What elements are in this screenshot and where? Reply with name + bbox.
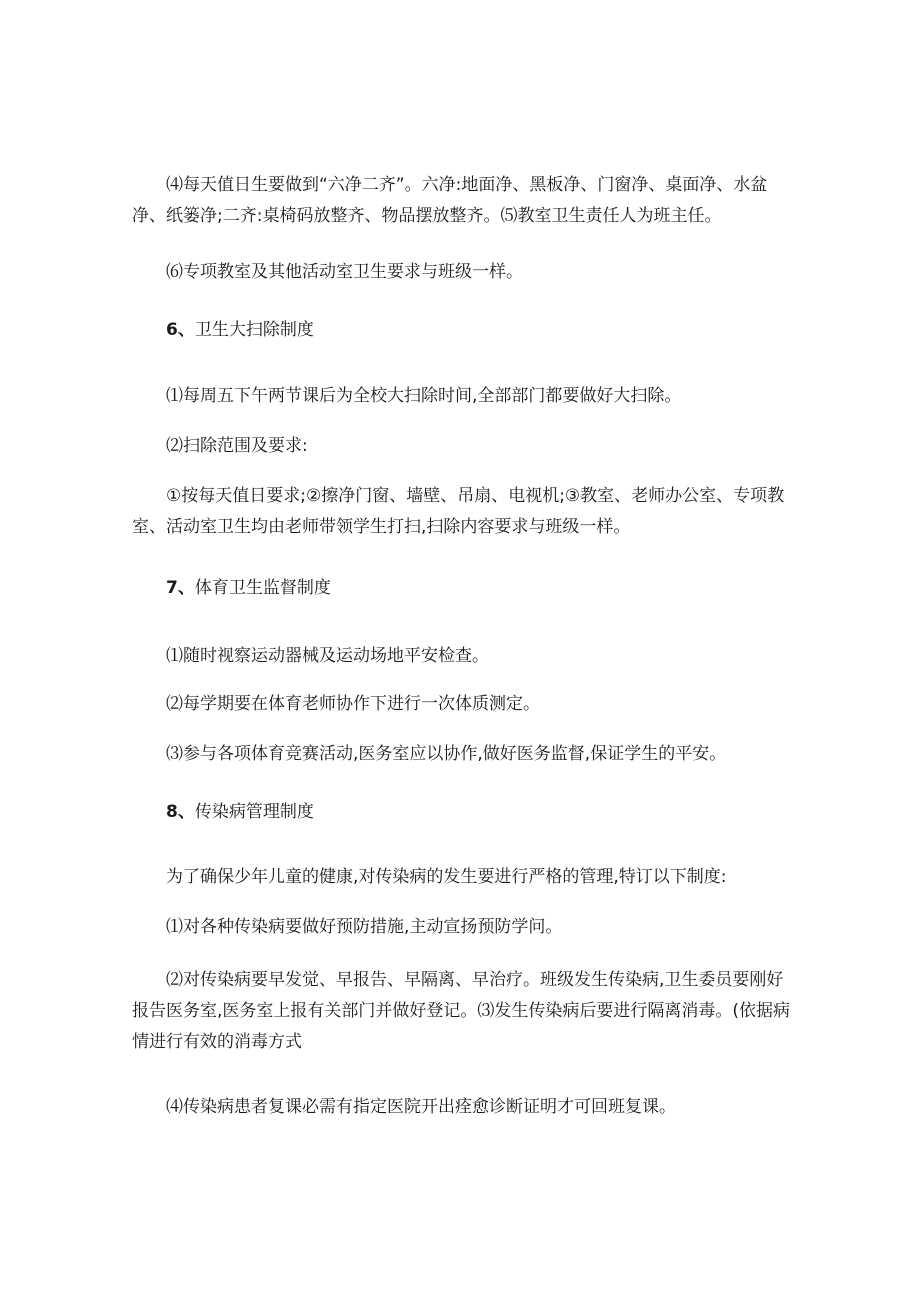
paragraph-daily-duty: ⑷每天值日生要做到“六净二齐”。六净:地面净、黑板净、门窗净、桌面净、水盆净、纸篓净;二齐:桌椅码放整齐、物品摆放整齐。⑸教室卫生责任人为班主任。 bbox=[132, 175, 768, 226]
paragraph-prevention: ⑴对各种传染病要做好预防措施,主动宣扬预防学问。 bbox=[166, 917, 563, 937]
paragraph-weekly-cleaning: ⑴每周五下午两节课后为全校大扫除时间,全部部门都要做好大扫除。 bbox=[166, 386, 682, 406]
section-number-7: 7、 bbox=[166, 578, 195, 598]
paragraph-equipment-check: ⑴随时视察运动器械及运动场地平安检查。 bbox=[166, 646, 489, 666]
section-title-8: 传染病管理制度 bbox=[194, 802, 314, 822]
section-title-6: 卫生大扫除制度 bbox=[194, 320, 314, 340]
section-number-6: 6、 bbox=[166, 320, 195, 340]
section-heading-6 bbox=[132, 315, 792, 346]
paragraph-physical-test: ⑵每学期要在体育老师协作下进行一次体质测定。 bbox=[166, 694, 540, 714]
paragraph-sports-supervision: ⑶参与各项体育竞赛活动,医务室应以协作,做好医务监督,保证学生的平安。 bbox=[166, 744, 727, 764]
section-title-7: 体育卫生监督制度 bbox=[194, 578, 331, 598]
paragraph-disease-intro: 为了确保少年儿童的健康,对传染病的发生要进行严格的管理,特订以下制度: bbox=[166, 867, 727, 887]
paragraph-cleaning-scope: ⑵扫除范围及要求: bbox=[166, 436, 308, 456]
section-heading-8 bbox=[132, 797, 792, 828]
section-heading-7 bbox=[132, 573, 792, 604]
paragraph-early-report: ⑵对传染病要早发觉、早报告、早隔离、早治疗。班级发生传染病,卫生委员要刚好报告医务室,医务室上报有关部门并做好登记。⑶发生传染病后要进行隔离消毒。(依据病情进行有效的消毒方式 bbox=[132, 970, 791, 1052]
paragraph-cleaning-requirements: ①按每天值日要求;②擦净门窗、墙壁、吊扇、电视机;③教室、老师办公室、专项教室、活动室卫生均由老师带领学生打扫,扫除内容要求与班级一样。 bbox=[132, 486, 785, 537]
section-number-8: 8、 bbox=[166, 802, 195, 822]
paragraph-return-to-class: ⑷传染病患者复课必需有指定医院开出痊愈诊断证明才可回班复课。 bbox=[166, 1097, 676, 1117]
paragraph-special-rooms: ⑹专项教室及其他活动室卫生要求与班级一样。 bbox=[166, 262, 523, 282]
